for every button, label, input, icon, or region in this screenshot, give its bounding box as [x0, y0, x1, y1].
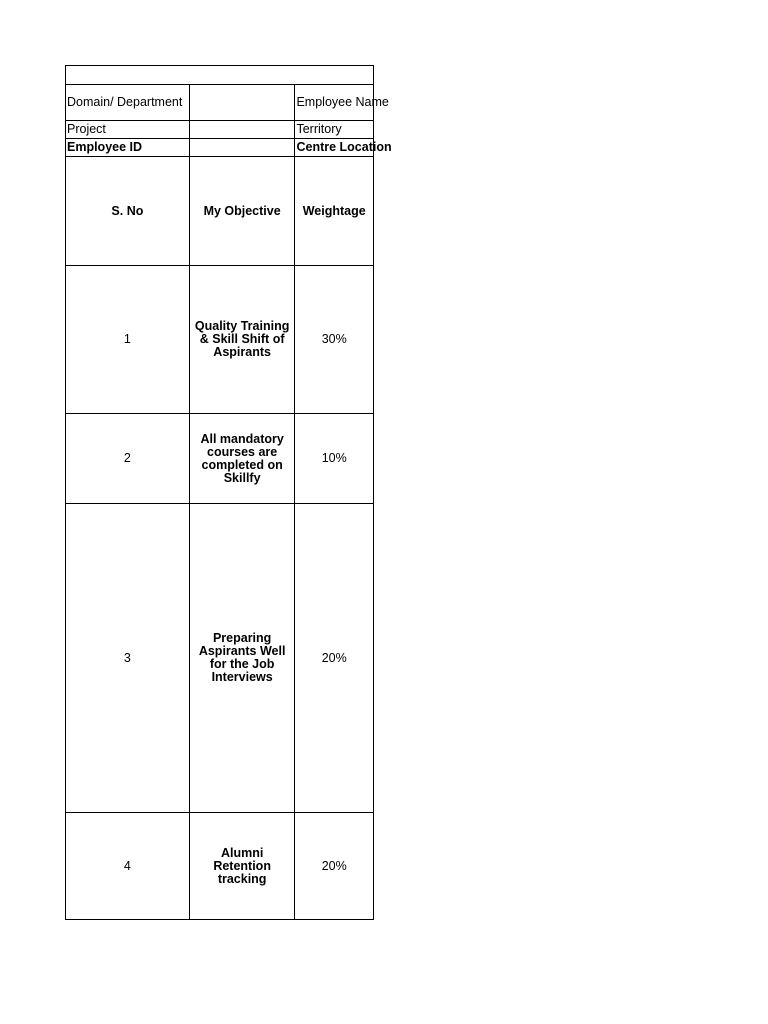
employee-id-row: [66, 139, 374, 157]
domain-label[interactable]: Domain/ Department: [66, 85, 190, 121]
row-objective[interactable]: Quality Training & Skill Shift of Aspirants: [189, 266, 295, 414]
domain-row: [66, 85, 374, 121]
title-row: [66, 66, 374, 85]
employee-id-value-cell[interactable]: [189, 139, 295, 157]
project-label[interactable]: Project: [66, 121, 190, 139]
row-weightage[interactable]: 20%: [295, 813, 374, 920]
column-header-objective[interactable]: My Objective: [189, 157, 295, 266]
column-header-sno[interactable]: S. No: [66, 157, 190, 266]
table-row: [66, 813, 374, 920]
kra-sheet-table: [65, 65, 392, 920]
row-objective[interactable]: Preparing Aspirants Well for the Job Interviews: [189, 504, 295, 813]
row-sno[interactable]: 4: [66, 813, 190, 920]
row-weightage[interactable]: 30%: [295, 266, 374, 414]
project-row: [66, 121, 374, 139]
title-cell[interactable]: [66, 66, 374, 85]
row-sno[interactable]: 2: [66, 414, 190, 504]
row-objective[interactable]: Alumni Retention tracking: [189, 813, 295, 920]
table-row: [66, 504, 374, 813]
table-row: [66, 266, 374, 414]
column-header-row: [66, 157, 374, 266]
row-objective[interactable]: All mandatory courses are completed on Skillfy: [189, 414, 295, 504]
centre-location-label[interactable]: Centre Location: [295, 139, 374, 157]
territory-label[interactable]: Territory: [295, 121, 374, 139]
table-row: [66, 414, 374, 504]
row-weightage[interactable]: 20%: [295, 504, 374, 813]
employee-id-label[interactable]: Employee ID: [66, 139, 190, 157]
domain-value-cell[interactable]: [189, 85, 295, 121]
row-sno[interactable]: 3: [66, 504, 190, 813]
row-weightage[interactable]: 10%: [295, 414, 374, 504]
row-sno[interactable]: 1: [66, 266, 190, 414]
project-value-cell[interactable]: [189, 121, 295, 139]
column-header-weightage[interactable]: Weightage: [295, 157, 374, 266]
employee-name-label[interactable]: Employee Name: [295, 85, 374, 121]
